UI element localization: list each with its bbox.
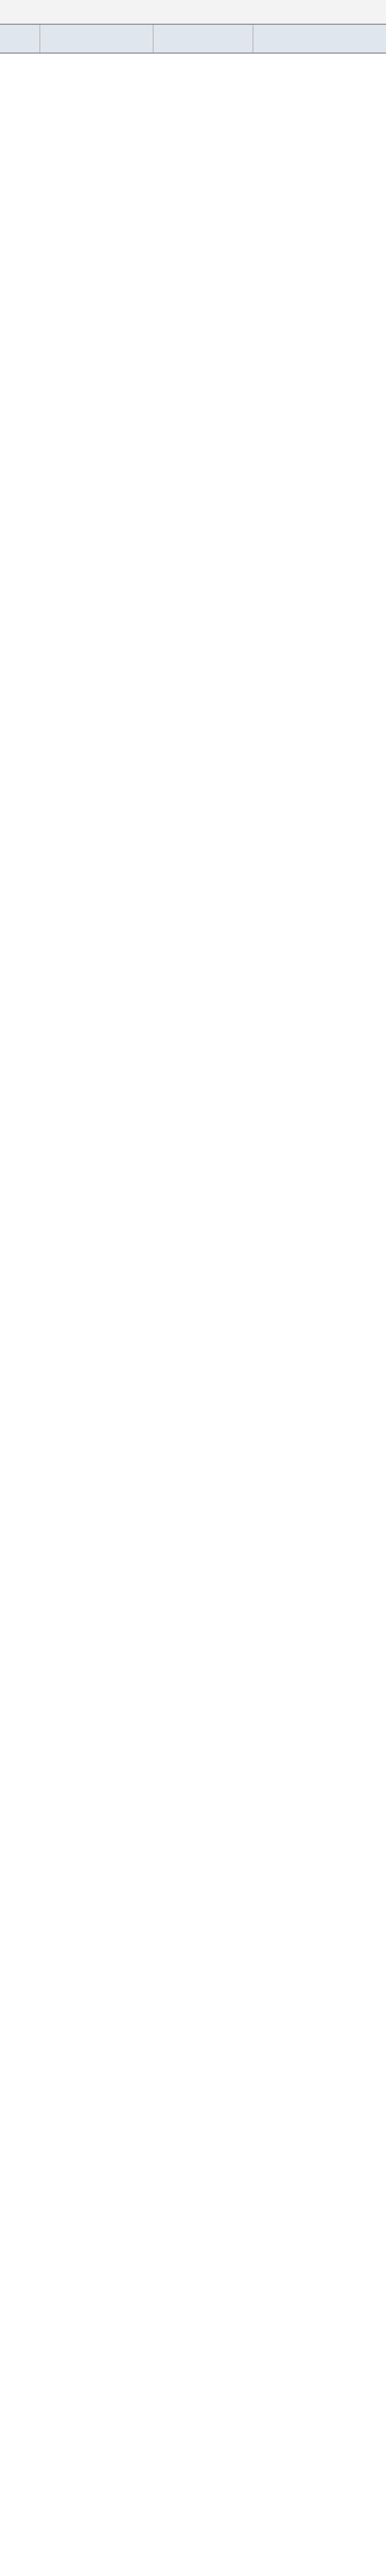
header-middle <box>153 25 253 53</box>
header-primary <box>40 25 153 53</box>
header-outflow <box>253 25 386 53</box>
table-title <box>0 0 386 25</box>
header-district <box>0 25 40 53</box>
header-row <box>0 25 386 54</box>
